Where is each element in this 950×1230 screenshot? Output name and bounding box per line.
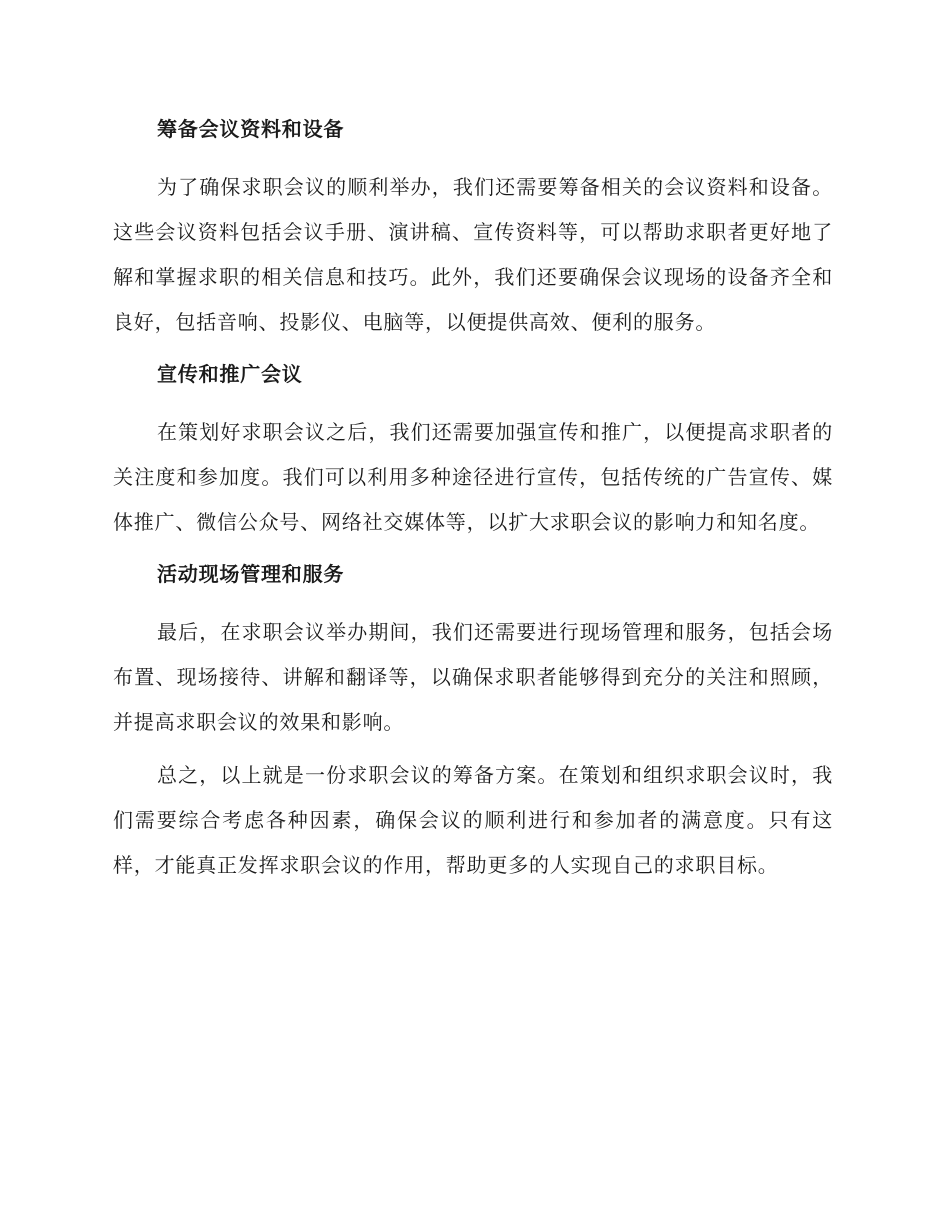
- section-paragraph-materials: 为了确保求职会议的顺利举办，我们还需要筹备相关的会议资料和设备。这些会议资料包括会议手册、演讲稿、宣传资料等，可以帮助求职者更好地了解和掌握求职的相关信息和技巧。此外，我们还要确保会议现场的设备齐全和良好，包括音响、投影仪、电脑等，以便提供高效、便利的服务。: [113, 175, 833, 334]
- section-heading-onsite: 活动现场管理和服务: [157, 562, 345, 586]
- section-paragraph-onsite: 最后，在求职会议举办期间，我们还需要进行现场管理和服务，包括会场布置、现场接待、讲解和翻译等，以确保求职者能够得到充分的关注和照顾，并提高求职会议的效果和影响。: [113, 620, 833, 734]
- section-paragraph-promotion: 在策划好求职会议之后，我们还需要加强宣传和推广，以便提高求职者的关注度和参加度。我们可以利用多种途径进行宣传，包括传统的广告宣传、媒体推广、微信公众号、网络社交媒体等，以扩大求职会议的影响力和知名度。: [113, 420, 833, 534]
- section-heading-promotion: 宣传和推广会议: [157, 362, 303, 386]
- section-heading-materials: 筹备会议资料和设备: [157, 117, 345, 141]
- conclusion-paragraph: 总之，以上就是一份求职会议的筹备方案。在策划和组织求职会议时，我们需要综合考虑各种因素，确保会议的顺利进行和参加者的满意度。只有这样，才能真正发挥求职会议的作用，帮助更多的人实现自己的求职目标。: [113, 763, 833, 877]
- document-body: [113, 108, 833, 888]
